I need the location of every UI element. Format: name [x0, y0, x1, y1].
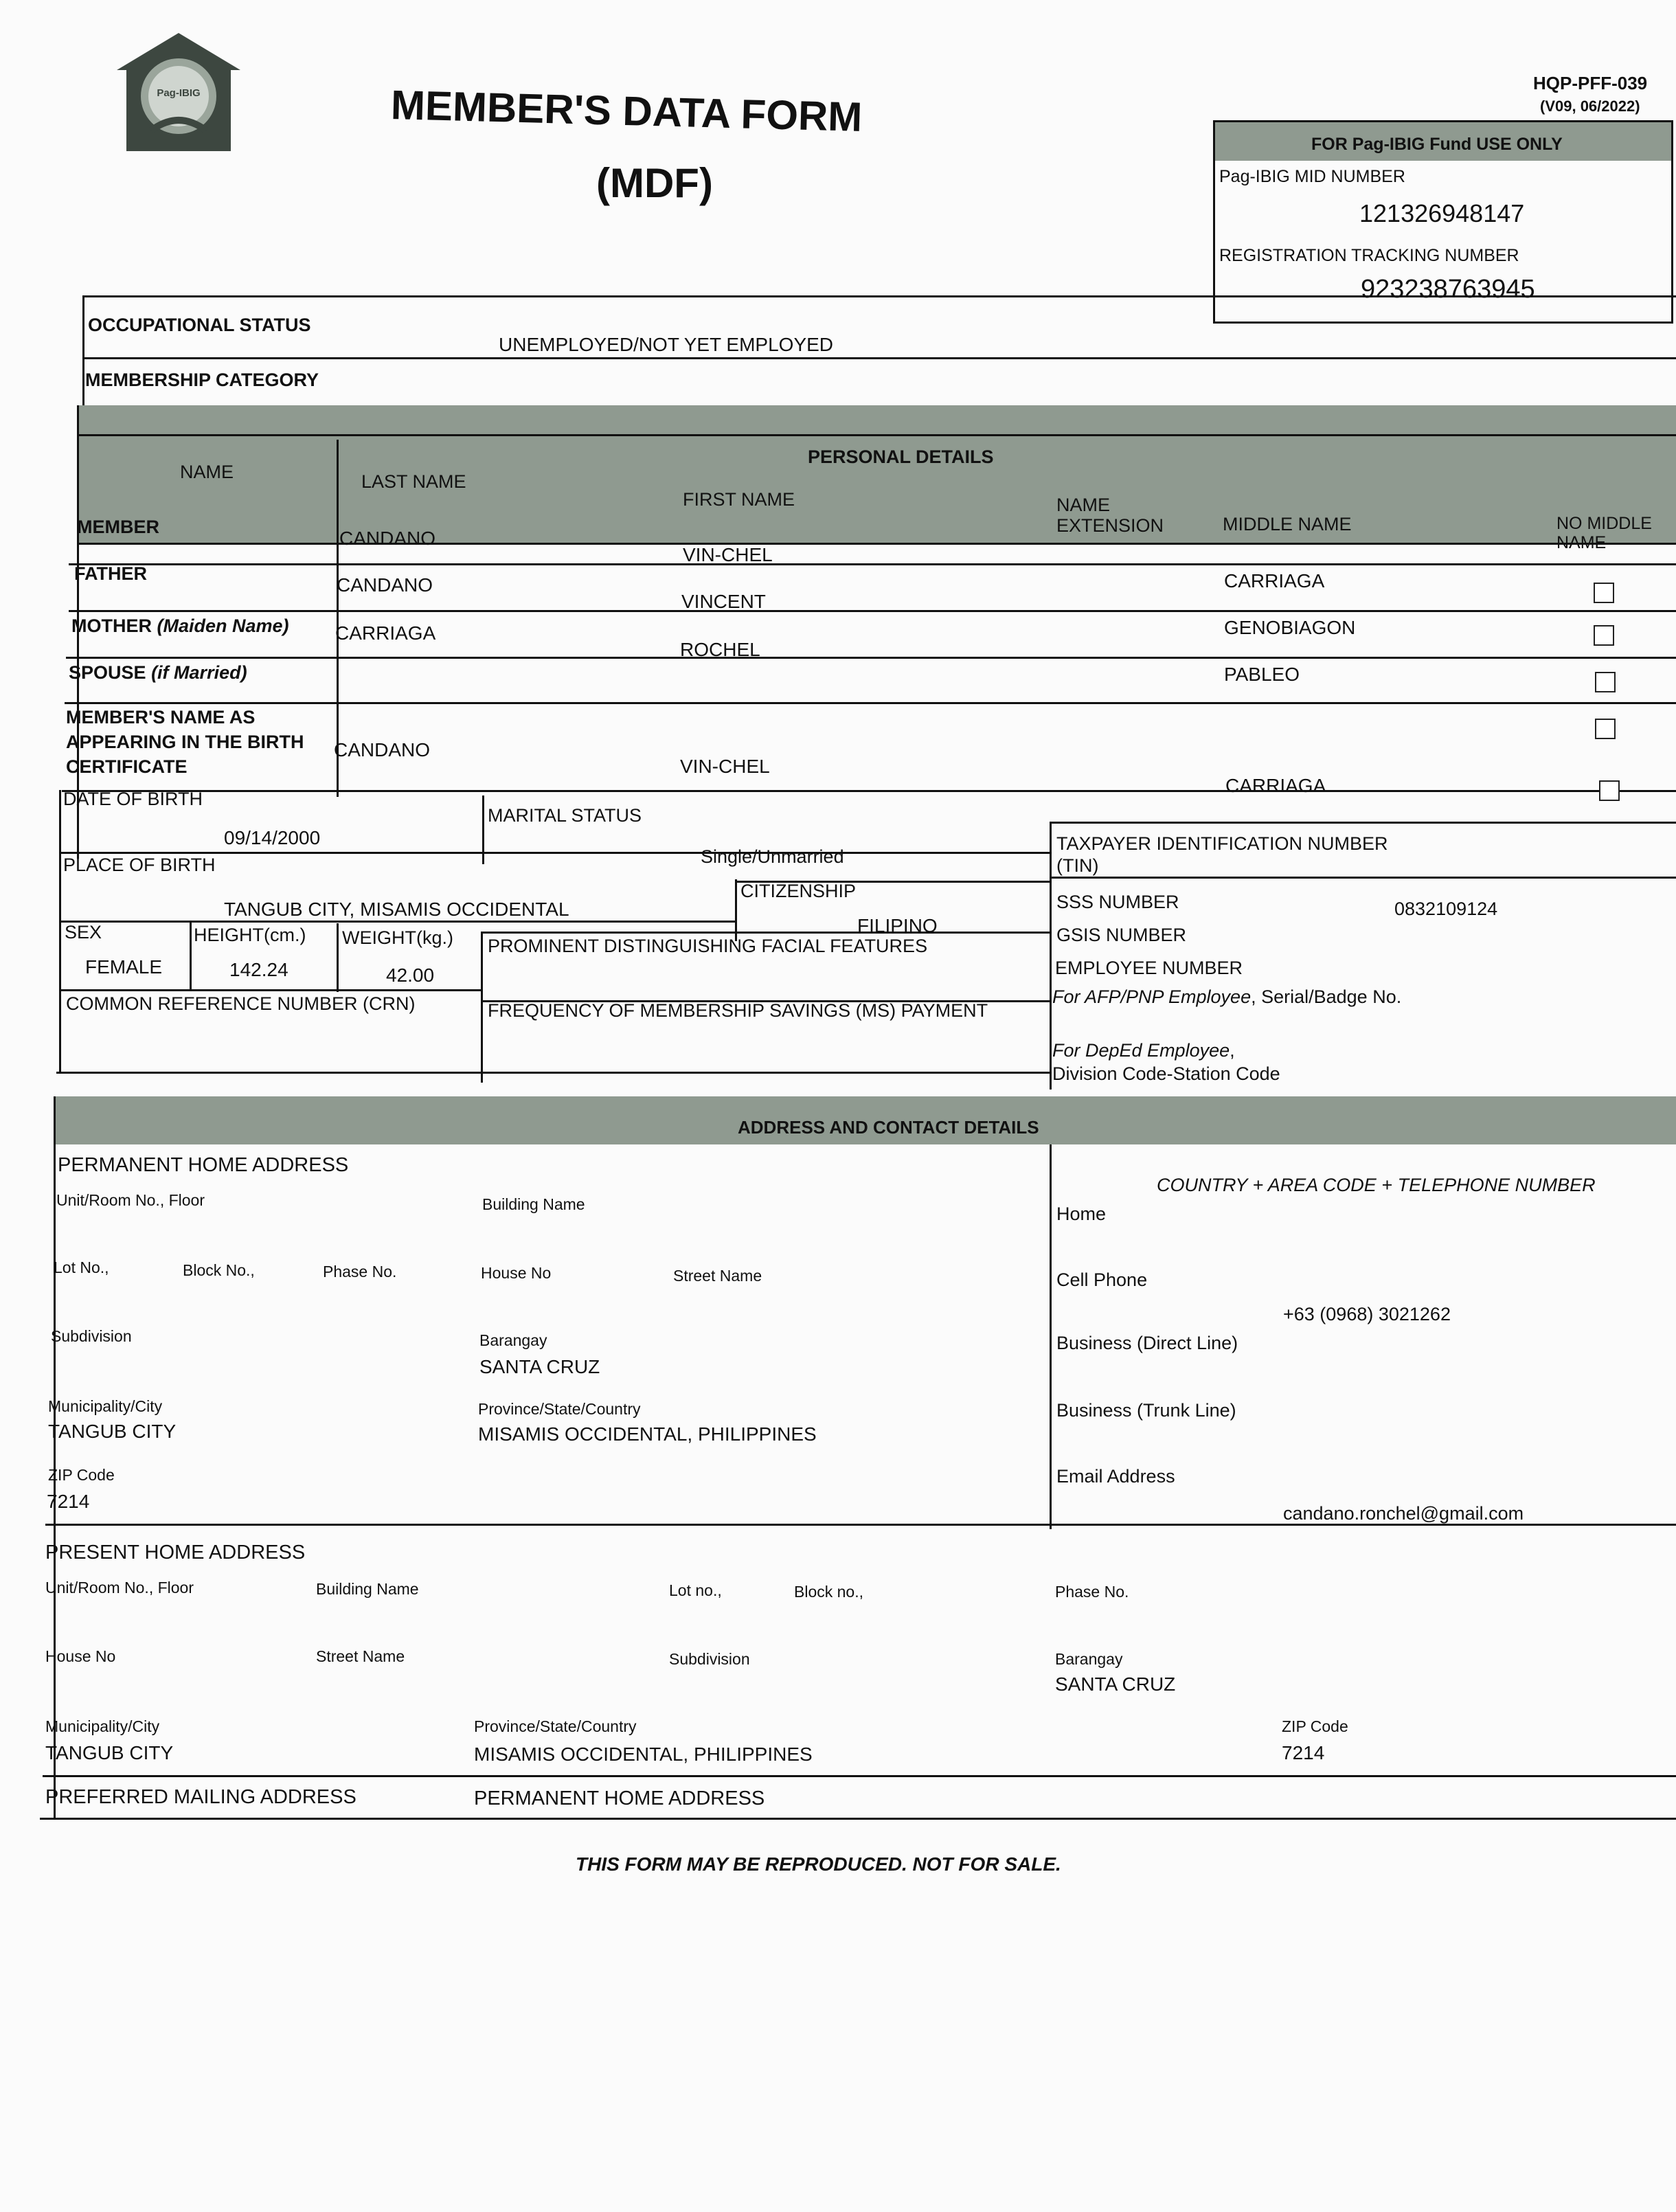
present-address-label: PRESENT HOME ADDRESS	[45, 1542, 306, 1564]
pres-block-label: Block no.,	[794, 1583, 863, 1601]
occupational-status-value: UNEMPLOYED/NOT YET EMPLOYED	[499, 334, 834, 355]
pob-value: TANGUB CITY, MISAMIS OCCIDENTAL	[224, 899, 569, 920]
home-phone-label: Home	[1056, 1204, 1107, 1224]
sex-label: SEX	[65, 922, 102, 943]
perm-building-label: Building Name	[482, 1195, 585, 1213]
father-first-name: VINCENT	[681, 591, 766, 612]
sss-label: SSS NUMBER	[1056, 892, 1179, 912]
perm-city-label: Municipality/City	[48, 1397, 163, 1415]
email-value: candano.ronchel@gmail.com	[1283, 1503, 1524, 1524]
mailing-address-label: PREFERRED MAILING ADDRESS	[45, 1786, 356, 1808]
form-subtitle: (MDF)	[596, 160, 713, 206]
perm-province-value: MISAMIS OCCIDENTAL, PHILIPPINES	[478, 1423, 817, 1445]
gsis-label: GSIS NUMBER	[1056, 925, 1187, 945]
perm-barangay-label: Barangay	[479, 1331, 547, 1349]
spouse-no-middle-checkbox[interactable]	[1595, 719, 1616, 739]
pob-label: PLACE OF BIRTH	[63, 855, 216, 875]
perm-house-label: House No	[481, 1264, 552, 1282]
perm-lot-label: Lot No.,	[54, 1259, 109, 1276]
mother-no-middle-checkbox[interactable]	[1595, 672, 1616, 692]
citizenship-label: CITIZENSHIP	[740, 881, 857, 901]
mailing-address-value: PERMANENT HOME ADDRESS	[474, 1787, 765, 1809]
membership-category-label: MEMBERSHIP CATEGORY	[85, 370, 319, 390]
tin-label: TAXPAYER IDENTIFICATION NUMBER (TIN)	[1056, 833, 1388, 876]
mother-middle-name: GENOBIAGON	[1224, 617, 1356, 638]
col-name-extension: NAME EXTENSION	[1056, 495, 1164, 536]
facial-features-label: PROMINENT DISTINGUISHING FACIAL FEATURES	[488, 936, 928, 956]
form-code: HQP-PFF-039	[1533, 73, 1648, 93]
pag-ibig-logo	[110, 27, 247, 158]
fund-use-box	[1213, 120, 1673, 324]
weight-label: WEIGHT(kg.)	[342, 927, 453, 948]
pres-zip-label: ZIP Code	[1282, 1717, 1348, 1735]
birth-cert-first-name: VIN-CHEL	[680, 756, 770, 777]
row-father-label: FATHER	[74, 563, 147, 584]
logo-text: Pag-IBIG	[157, 87, 201, 99]
row-spouse-label-text: SPOUSE	[69, 662, 146, 683]
perm-block-label: Block No.,	[183, 1261, 255, 1279]
row-spouse-label-note: (if Married)	[151, 662, 247, 683]
address-heading: ADDRESS AND CONTACT DETAILS	[738, 1117, 1039, 1138]
occupational-status-label: OCCUPATIONAL STATUS	[88, 315, 311, 335]
form-version: (V09, 06/2022)	[1540, 98, 1640, 115]
row-mother-label-note: (Maiden Name)	[157, 616, 289, 636]
rtn-value: 923238763945	[1361, 275, 1535, 304]
marital-status-label: MARITAL STATUS	[488, 805, 642, 826]
citizenship-value: FILIPINO	[857, 915, 938, 936]
member-no-middle-checkbox[interactable]	[1594, 583, 1614, 603]
perm-zip-label: ZIP Code	[48, 1466, 115, 1484]
father-middle-name: CARRIAGA	[1224, 570, 1325, 591]
perm-phase-label: Phase No.	[323, 1263, 397, 1280]
mother-last-name: CARRIAGA	[335, 622, 436, 644]
business-trunk-label: Business (Trunk Line)	[1056, 1400, 1236, 1421]
contact-heading: COUNTRY + AREA CODE + TELEPHONE NUMBER	[1157, 1175, 1596, 1195]
crn-label: COMMON REFERENCE NUMBER (CRN)	[66, 993, 416, 1014]
row-member-label: MEMBER	[77, 517, 159, 537]
col-last-name: LAST NAME	[361, 471, 466, 492]
row-mother-label-text: MOTHER	[71, 616, 152, 636]
sex-value: FEMALE	[85, 956, 163, 978]
birth-cert-middle-name: CARRIAGA	[1225, 775, 1326, 796]
deped-label	[1052, 1040, 1235, 1061]
employee-number-label: EMPLOYEE NUMBER	[1055, 958, 1243, 978]
pres-province-value: MISAMIS OCCIDENTAL, PHILIPPINES	[474, 1743, 813, 1765]
fund-box-heading: FOR Pag-IBIG Fund USE ONLY	[1311, 135, 1563, 154]
cell-phone-value: +63 (0968) 3021262	[1283, 1304, 1451, 1324]
row-spouse-label	[69, 662, 247, 684]
perm-street-label: Street Name	[673, 1267, 762, 1285]
sss-value: 0832109124	[1394, 899, 1498, 919]
member-first-name: VIN-CHEL	[683, 544, 773, 565]
mother-first-name: ROCHEL	[680, 639, 760, 660]
personal-header-band	[79, 405, 1676, 543]
deped-label-text: For DepEd Employee	[1052, 1040, 1230, 1061]
pres-subdivision-label: Subdivision	[669, 1650, 750, 1668]
birth-cert-no-middle-checkbox[interactable]	[1599, 780, 1620, 801]
deped-label-suffix: ,	[1230, 1040, 1235, 1061]
weight-value: 42.00	[386, 964, 435, 986]
col-no-middle-name: NO MIDDLE NAME	[1556, 514, 1652, 552]
afp-pnp-label	[1052, 986, 1401, 1008]
col-name: NAME	[180, 462, 234, 482]
col-first-name: FIRST NAME	[683, 489, 795, 510]
pres-province-label: Province/State/Country	[474, 1717, 637, 1735]
afp-pnp-label-suffix: , Serial/Badge No.	[1251, 986, 1402, 1007]
row-birth-cert-label: MEMBER'S NAME AS APPEARING IN THE BIRTH CERTIFICATE	[66, 707, 304, 777]
pres-barangay-label: Barangay	[1055, 1650, 1123, 1668]
afp-pnp-label-text: For AFP/PNP Employee	[1052, 986, 1252, 1007]
height-label: HEIGHT(cm.)	[194, 925, 306, 945]
pres-city-value: TANGUB CITY	[45, 1742, 174, 1763]
father-last-name: CANDANO	[337, 574, 433, 596]
form-title: MEMBER'S DATA FORM	[390, 81, 863, 140]
permanent-address-label: PERMANENT HOME ADDRESS	[58, 1154, 349, 1176]
col-middle-name: MIDDLE NAME	[1223, 514, 1352, 534]
pres-unit-label: Unit/Room No., Floor	[45, 1579, 194, 1596]
pres-city-label: Municipality/City	[45, 1717, 160, 1735]
height-value: 142.24	[229, 959, 288, 980]
row-mother-label	[71, 616, 289, 637]
pres-barangay-value: SANTA CRUZ	[1055, 1673, 1176, 1695]
perm-province-label: Province/State/Country	[478, 1400, 641, 1418]
personal-details-heading: PERSONAL DETAILS	[808, 447, 994, 467]
business-direct-label: Business (Direct Line)	[1056, 1333, 1238, 1353]
member-last-name: CANDANO	[339, 528, 436, 549]
pres-phase-label: Phase No.	[1055, 1583, 1129, 1601]
pres-zip-value: 7214	[1282, 1742, 1325, 1763]
perm-city-value: TANGUB CITY	[48, 1421, 177, 1442]
perm-unit-label: Unit/Room No., Floor	[56, 1191, 205, 1209]
cell-phone-label: Cell Phone	[1056, 1269, 1148, 1290]
perm-barangay-value: SANTA CRUZ	[479, 1356, 600, 1377]
ms-frequency-label: FREQUENCY OF MEMBERSHIP SAVINGS (MS) PAYMENT	[488, 1000, 988, 1021]
mid-number-value: 121326948147	[1359, 199, 1525, 227]
birth-cert-last-name: CANDANO	[334, 739, 431, 760]
pres-lot-label: Lot no.,	[669, 1581, 722, 1599]
deped-division-label: Division Code-Station Code	[1052, 1063, 1280, 1084]
perm-subdivision-label: Subdivision	[51, 1327, 132, 1345]
dob-label: DATE OF BIRTH	[63, 789, 203, 809]
pres-house-label: House No	[45, 1647, 116, 1665]
father-no-middle-checkbox[interactable]	[1594, 625, 1614, 646]
dob-value: 09/14/2000	[224, 827, 321, 848]
email-label: Email Address	[1056, 1466, 1175, 1487]
marital-status-value: Single/Unmarried	[701, 846, 844, 867]
pres-street-label: Street Name	[316, 1647, 405, 1665]
pres-building-label: Building Name	[316, 1580, 419, 1598]
mid-number-label: Pag-IBIG MID NUMBER	[1219, 167, 1405, 186]
rtn-label: REGISTRATION TRACKING NUMBER	[1219, 246, 1519, 265]
perm-zip-value: 7214	[47, 1491, 90, 1512]
footer-note: THIS FORM MAY BE REPRODUCED. NOT FOR SALE.	[576, 1853, 1061, 1875]
spouse-middle-name: PABLEO	[1224, 664, 1300, 685]
